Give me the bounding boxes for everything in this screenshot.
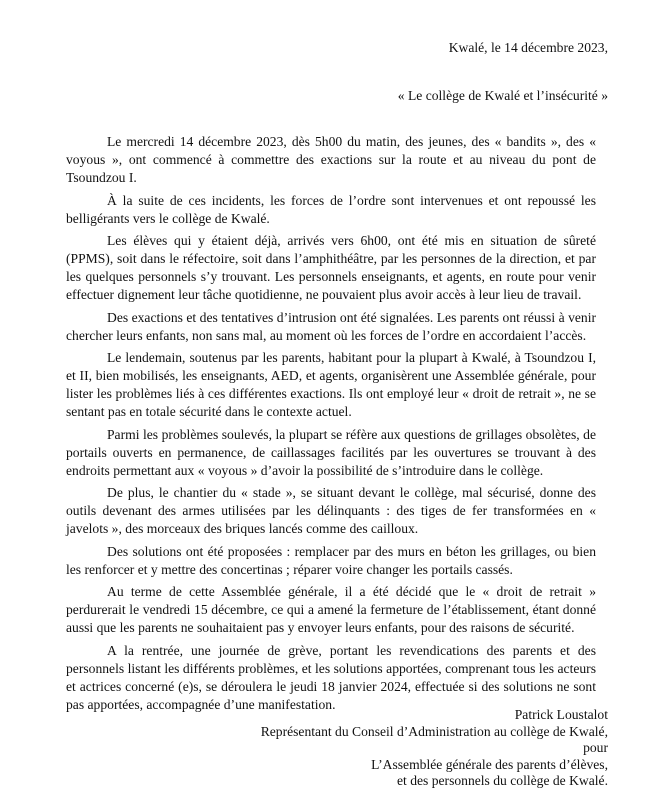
signature-org-line-2: et des personnels du collège de Kwalé. (396, 773, 608, 788)
paragraph-6: Parmi les problèmes soulevés, la plupart se réfère aux questions de grillages obsolètes, de portails ouverts en permanence, de caillassages facilités par les ouvertures se trouvant à des endroits permettant aux « voyous » d’avoir la possibilité de s’introduire dans le collège. (66, 426, 596, 478)
paragraph-9: Au terme de cette Assemblée générale, il a été décidé que le « droit de retrait » perdurerait le vendredi 15 décembre, ce qui a amené la fermeture de l’établissement, étant donné aussi que les parents ne souhaitaient pas y envoyer leurs enfants, pour des raisons de sécurité. (66, 584, 596, 635)
letter-date: Kwalé, le 14 décembre 2023, (448, 40, 608, 55)
paragraph-10: A la rentrée, une journée de grève, portant les revendications des parents et des personnels listant les différents problèmes, et les solutions apportées, comprenant tous les acteurs et actrices concerné (e)s, se déroulera le jeudi 18 janvier 2024, effectuée si des solutions ne sont pas apportées, accompagnée d’une manifestation. (66, 642, 596, 712)
paragraph-4: Des exactions et des tentatives d’intrusion ont été signalées. Les parents ont réussi à venir chercher leurs enfants, non sans mal, au moment où les forces de l’ordre en accordaient l’accès. (66, 309, 596, 343)
signature-org-line-1: L’Assemblée générale des parents d’élèves, (371, 756, 608, 772)
signature-name: Patrick Loustalot (514, 707, 608, 722)
paragraph-5: Le lendemain, soutenus par les parents, habitant pour la plupart à Kwalé, à Tsoundzou I, et II, bien mobilisés, les enseignants, AED, et agents, organisèrent une Assemblée générale, pour lister les problèmes liés à ces différentes exactions. Ils ont employé leur « droit de retrait », ne se sentant pas en totale sécurité dans le contexte actuel. (66, 350, 596, 419)
paragraph-3: Les élèves qui y étaient déjà, arrivés vers 6h00, ont été mis en situation de sûreté (PPMS), soit dans le réfectoire, soit dans l’amphithéâtre, par les personnes de la direction, et par les quelques personnels s’y trouvant. Les personnels enseignants, et agents, en route pour venir effectuer dignement leur tâche quotidienne, ne pouvaient plus avoir accès à leur lieu de travail. (66, 233, 596, 302)
signature-for: pour (583, 740, 608, 755)
signature-role: Représentant du Conseil d’Administration au collège de Kwalé, (260, 723, 608, 739)
paragraph-7: De plus, le chantier du « stade », se situant devant le collège, mal sécurisé, donne des outils devenant des armes utilisées par les délinquants : des tiges de fer transformées en « javelots », des morceaux des briques lancés comme des cailloux. (66, 485, 596, 536)
letter-subject: « Le collège de Kwalé et l’insécurité » (397, 88, 608, 103)
letter-body (66, 133, 596, 718)
paragraph-1: Le mercredi 14 décembre 2023, dès 5h00 du matin, des jeunes, des « bandits », des « voyous », ont commencé à commettre des exactions sur la route et au niveau du pont de Tsoundzou I. (66, 134, 596, 185)
paragraph-8: Des solutions ont été proposées : remplacer par des murs en béton les grillages, ou bien les renforcer et y mettre des concertinas ; réparer voire changer les portails cassés. (66, 543, 596, 577)
paragraph-2: À la suite de ces incidents, les forces de l’ordre sont intervenues et ont repoussé les belligérants vers le collège de Kwalé. (66, 192, 596, 226)
signature-block (261, 707, 608, 790)
